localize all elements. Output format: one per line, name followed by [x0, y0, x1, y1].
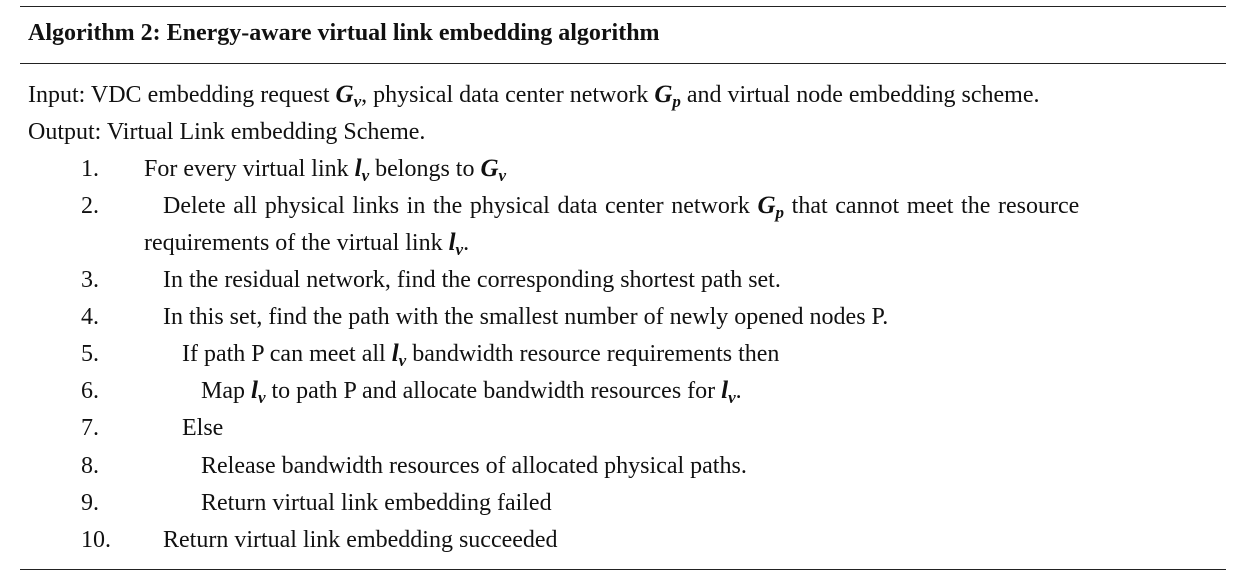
step-line — [163, 525, 558, 555]
header-rule — [20, 63, 1226, 64]
step-line — [201, 451, 747, 481]
math-symbol: $G_p$ — [757, 192, 785, 222]
step-number: 9. — [81, 490, 99, 516]
math-symbol: $l_v$ — [448, 229, 464, 259]
input-middle: , physical data center network — [361, 82, 655, 108]
step-text: Release bandwidth resources of allocated physical paths. — [201, 453, 747, 479]
step-text: Return virtual link embedding failed — [201, 490, 552, 516]
step-text: For every virtual link — [144, 156, 355, 182]
output-line: Output: Virtual Link embedding Scheme. — [28, 119, 426, 145]
step-text: bandwidth resource requirements then — [406, 341, 780, 367]
step-number: 10. — [81, 527, 111, 553]
step-number: 8. — [81, 453, 99, 479]
input-line — [28, 80, 1039, 110]
step-text: In the residual network, find the corresponding shortest path set. — [163, 267, 781, 293]
step-text: In this set, find the path with the smallest number of newly opened nodes P. — [163, 304, 889, 330]
step-text: Return virtual link embedding succeeded — [163, 527, 558, 553]
step-number: 5. — [81, 341, 99, 367]
step-number: 6. — [81, 378, 99, 404]
step-line — [163, 191, 1208, 221]
step-line — [201, 376, 742, 406]
step-line-continuation — [144, 228, 469, 258]
input-suffix: and virtual node embedding scheme. — [680, 82, 1040, 108]
math-symbol: $l_v$ — [721, 377, 736, 407]
step-text: to path P and allocate bandwidth resources for — [265, 378, 722, 404]
step-text: . — [463, 230, 470, 256]
input-var-gp: $G_p$ — [654, 81, 681, 111]
step-text: Delete all physical links in the physical data center network — [163, 193, 758, 219]
step-number: 7. — [81, 415, 99, 441]
input-var-gv: $G_v$ — [335, 81, 362, 111]
step-number: 4. — [81, 304, 99, 330]
math-symbol: $G_v$ — [480, 155, 507, 185]
step-line — [182, 413, 223, 443]
step-line — [163, 302, 888, 332]
step-text: Else — [182, 415, 224, 441]
step-text: Map — [201, 378, 251, 404]
step-text: requirements of the virtual link — [144, 230, 449, 256]
top-rule — [20, 6, 1226, 7]
step-text: belongs to — [369, 156, 481, 182]
step-number: 2. — [81, 193, 99, 219]
step-line — [144, 154, 506, 184]
step-text: If path P can meet all — [182, 341, 392, 367]
bottom-rule — [20, 569, 1226, 570]
math-symbol: $l_v$ — [354, 155, 370, 185]
step-text: . — [735, 378, 742, 404]
algorithm-title: Algorithm 2: Energy-aware virtual link embedding algorithm — [28, 20, 660, 46]
step-line — [201, 488, 552, 518]
input-prefix: Input: VDC embedding request — [28, 82, 336, 108]
math-symbol: $l_v$ — [251, 377, 266, 407]
step-number: 3. — [81, 267, 99, 293]
step-number: 1. — [81, 156, 99, 182]
step-text: that cannot meet the resource — [784, 193, 1080, 219]
step-line — [182, 339, 779, 369]
math-symbol: $l_v$ — [391, 340, 407, 370]
step-line — [163, 265, 781, 295]
